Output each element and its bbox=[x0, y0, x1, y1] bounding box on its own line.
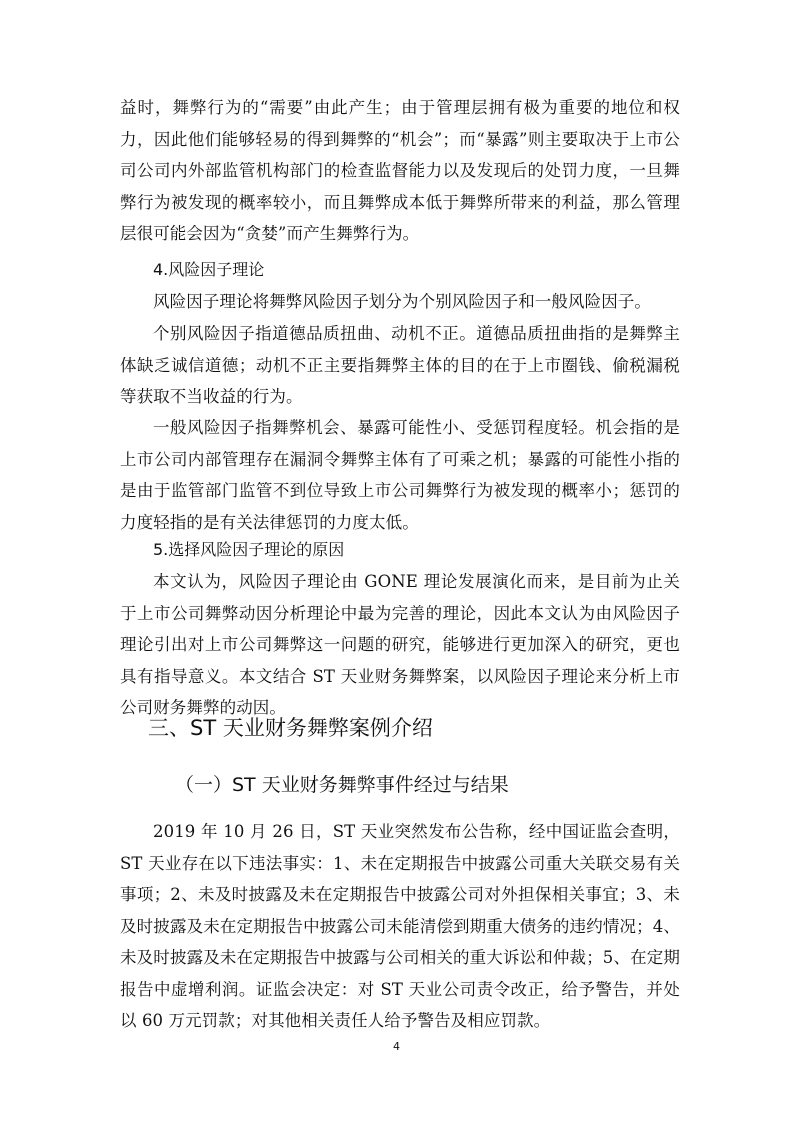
paragraph-reason-for-theory: 本文认为，风险因子理论由 GONE 理论发展演化而来，是目前为止关于上市公司舞弊动因分析理论中最为完善的理论，因此本文认为由风险因子理论引出对上市公司舞弊这一问题的研究，能够进行更加深入的研究，更也具有指导意义。本文结合 ST 天业财务舞弊案，以风险因子理论来分析上市公司财务舞弊的动因。 bbox=[120, 572, 680, 717]
paragraph-general-risk-factor: 一般风险因子指舞弊机会、暴露可能性小、受惩罚程度轻。机会指的是上市公司内部管理存在漏洞令舞弊主体有了可乘之机；暴露的可能性小指的是由于监管部门监管不到位导致上市公司舞弊行为被发现的概率小；惩罚的力度轻指的是有关法律惩罚的力度太低。 bbox=[120, 418, 680, 532]
page-number: 4 bbox=[393, 1040, 400, 1053]
subheading-risk-factor-theory: 4.风险因子理论 bbox=[153, 260, 265, 279]
subheading-reason-for-theory: 5.选择风险因子理论的原因 bbox=[153, 540, 345, 559]
subsection-heading-case-process: （一）ST 天业财务舞弊事件经过与结果 bbox=[175, 774, 509, 796]
paragraph-risk-factor-definition: 风险因子理论将舞弊风险因子划分为个别风险因子和一般风险因子。 bbox=[153, 292, 651, 311]
paragraph-individual-risk-factor: 个别风险因子指道德品质扭曲、动机不正。道德品质扭曲指的是舞弊主体缺乏诚信道德；动机不正主要指舞弊主体的目的在于上市圈钱、偷税漏税等获取不当收益的行为。 bbox=[120, 324, 680, 406]
paragraph-case-details: 2019 年 10 月 26 日，ST 天业突然发布公告称，经中国证监会查明，ST 天业存在以下违法事实：1、未在定期报告中披露公司重大关联交易有关事项；2、未及时披露及未在定期报告中披露公司对外担保相关事宜；3、未及时披露及未在定期报告中披露公司未能清偿到期重大债务的违约情况；4、未及时披露及未在定期报告中披露与公司相关的重大诉讼和仲裁；5、在定期报告中虚增利润。证监会决定：对 ST 天业公司责令改正，给予警告，并处以 60 万元罚款；对其他相关责任人给予警告及相应罚款。 bbox=[120, 822, 680, 1030]
paragraph-gone-theory-continued: 益时，舞弊行为的“需要”由此产生；由于管理层拥有极为重要的地位和权力，因此他们能够轻易的得到舞弊的“机会”；而“暴露”则主要取决于上市公司公司内外部监管机构部门的检查监督能力以及发现后的处罚力度，一旦舞弊行为被发现的概率较小，而且舞弊成本低于舞弊所带来的利益，那么管理层很可能会因为“贪婪”而产生舞弊行为。 bbox=[120, 98, 680, 243]
section-heading-case-introduction: 三、ST 天业财务舞弊案例介绍 bbox=[148, 716, 433, 740]
